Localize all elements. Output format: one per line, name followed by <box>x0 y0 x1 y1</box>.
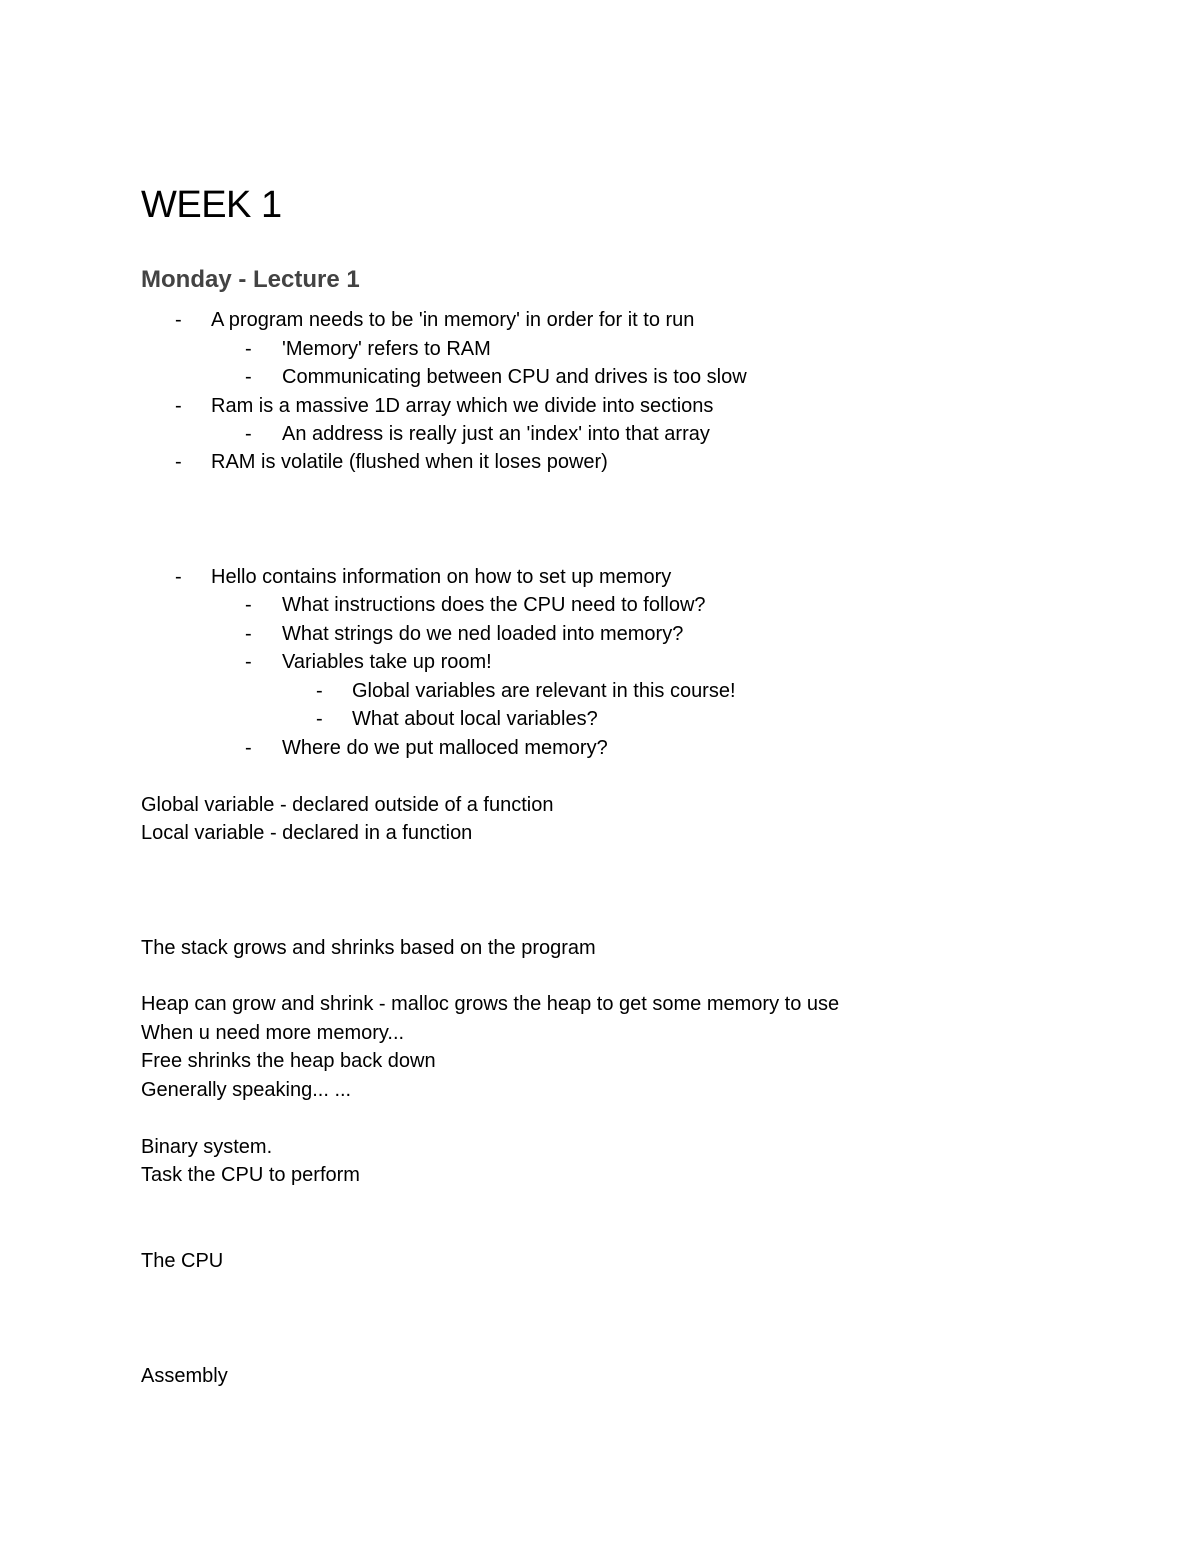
bullet-dash: - <box>245 338 252 360</box>
list-item: 'Memory' refers to RAM <box>282 338 491 360</box>
list-item: A program needs to be 'in memory' in order for it to run <box>211 309 695 331</box>
bullet-dash: - <box>175 309 182 331</box>
bullet-dash: - <box>245 594 252 616</box>
section-subtitle: Monday - Lecture 1 <box>141 266 360 293</box>
list-item: What about local variables? <box>352 708 598 730</box>
paragraph-line: Task the CPU to perform <box>141 1164 360 1186</box>
document-title: WEEK 1 <box>141 184 282 226</box>
list-item: An address is really just an 'index' into that array <box>282 423 710 445</box>
paragraph-line: Heap can grow and shrink - malloc grows the heap to get some memory to use <box>141 993 840 1015</box>
bullet-dash: - <box>245 423 252 445</box>
bullet-dash: - <box>316 680 323 702</box>
bullet-dash: - <box>245 366 252 388</box>
list-item: Variables take up room! <box>282 651 492 673</box>
list-item: Where do we put malloced memory? <box>282 737 608 759</box>
bullet-dash: - <box>245 651 252 673</box>
paragraph-line: Binary system. <box>141 1136 273 1158</box>
assembly-heading: Assembly <box>141 1365 228 1387</box>
bullet-dash: - <box>175 395 182 417</box>
list-item: RAM is volatile (flushed when it loses power) <box>211 451 608 473</box>
stack-note: The stack grows and shrinks based on the program <box>141 937 596 959</box>
cpu-heading: The CPU <box>141 1250 224 1272</box>
list-item: What instructions does the CPU need to follow? <box>282 594 706 616</box>
list-item: Hello contains information on how to set up memory <box>211 566 672 588</box>
bullet-dash: - <box>316 708 323 730</box>
list-item: Communicating between CPU and drives is too slow <box>282 366 747 388</box>
bullet-dash: - <box>175 451 182 473</box>
paragraph-line: When u need more memory... <box>141 1022 405 1044</box>
bullet-dash: - <box>245 623 252 645</box>
list-item: What strings do we ned loaded into memory? <box>282 623 684 645</box>
paragraph-line: Generally speaking... ... <box>141 1079 352 1101</box>
bullet-dash: - <box>245 737 252 759</box>
paragraph-line: Free shrinks the heap back down <box>141 1050 436 1072</box>
definition-line: Global variable - declared outside of a function <box>141 794 554 816</box>
definition-line: Local variable - declared in a function <box>141 822 473 844</box>
list-item: Ram is a massive 1D array which we divide into sections <box>211 395 714 417</box>
list-item: Global variables are relevant in this course! <box>352 680 736 702</box>
bullet-dash: - <box>175 566 182 588</box>
